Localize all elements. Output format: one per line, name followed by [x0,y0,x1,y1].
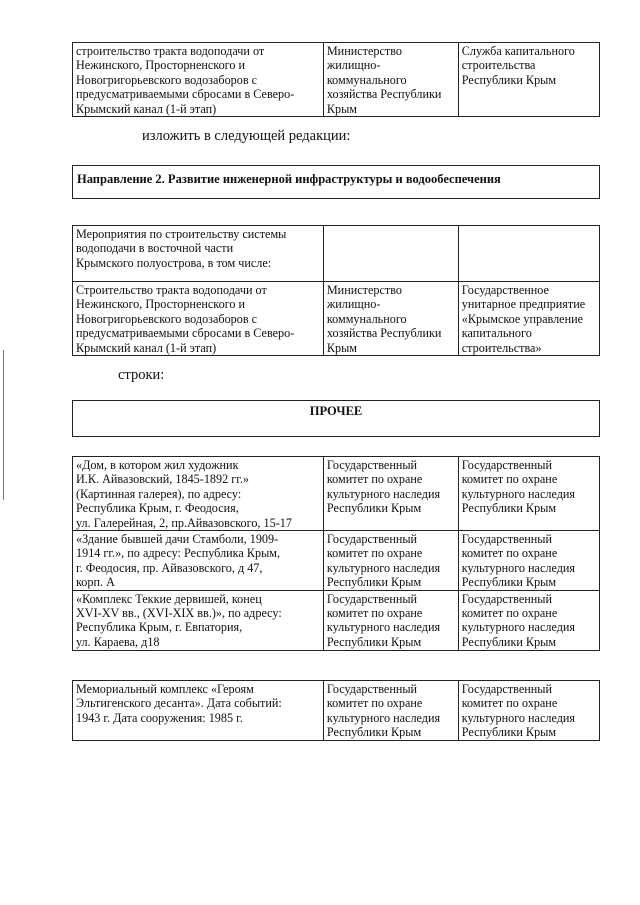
table-cell: Министерство жилищно- коммунального хозяйства Республики Крым [323,43,458,117]
table-cell [323,226,458,282]
table-row [73,531,600,591]
table-middle [72,225,600,356]
table-cell: Строительство тракта водоподачи от Нежинского, Просторненского и Новогригорьевского водозаборов с предусматриваемыми сбросами в Северо- Крымский канал (1-й этап) [73,282,324,356]
table-top [72,42,600,117]
table-cell: Государственное унитарное предприятие «Крымское управление капитального строительства» [458,282,599,356]
direction-heading-box [72,165,600,199]
table-cell: Мемориальный комплекс «Героям Эльтигенского десанта». Дата событий: 1943 г. Дата сооружения: 1985 г. [73,681,324,741]
table-cell: Министерство жилищно- коммунального хозяйства Республики Крым [323,282,458,356]
table-cell: Государственный комитет по охране культурного наследия Республики Крым [323,457,458,531]
phrase-rows: строки: [118,367,165,383]
phrase-edit: изложить в следующей редакции: [142,128,351,144]
table-cell: Мероприятия по строительству системы водоподачи в восточной части Крымского полуострова, в том числе: [73,226,324,282]
table-cell: Государственный комитет по охране культурного наследия Республики Крым [458,590,599,650]
table-row [73,282,600,356]
margin-mark [3,350,4,500]
table-cell: Государственный комитет по охране культурного наследия Республики Крым [458,457,599,531]
table-row [73,457,600,531]
table-cell: Государственный комитет по охране культурного наследия Республики Крым [323,681,458,741]
table-cell: Государственный комитет по охране культурного наследия Республики Крым [323,590,458,650]
table-cell: «Комплекс Теккие дервишей, конец XVI-XV вв., (XVI-XIX вв.)», по адресу: Республика Крым, г. Евпатория, ул. Караева, д18 [73,590,324,650]
other-heading: ПРОЧЕЕ [309,404,363,418]
table-heritage [72,456,600,651]
table-cell: строительство тракта водоподачи от Нежинского, Просторненского и Новогригорьевского водозаборов с предусматриваемыми сбросами в Северо- Крымский канал (1-й этап) [73,43,324,117]
table-cell: «Здание бывшей дачи Стамболи, 1909- 1914 гг.», по адресу: Республика Крым, г. Феодосия, пр. Айвазовского, д 47, корп. А [73,531,324,591]
table-cell: Служба капитального строительства Республики Крым [458,43,599,117]
table-cell: Государственный комитет по охране культурного наследия Республики Крым [323,531,458,591]
table-cell: «Дом, в котором жил художник И.К. Айвазовский, 1845-1892 гг.» (Картинная галерея), по адресу: Республика Крым, г. Феодосия, ул. Галерейная, 2, пр.Айвазовского, 15-17 [73,457,324,531]
table-row [73,43,600,117]
table-memorial [72,680,600,741]
table-cell: Государственный комитет по охране культурного наследия Республики Крым [458,531,599,591]
other-heading-box [72,400,600,437]
table-cell [458,226,599,282]
table-cell: Государственный комитет по охране культурного наследия Республики Крым [458,681,599,741]
table-row [73,681,600,741]
table-row [73,590,600,650]
direction-heading: Направление 2. Развитие инженерной инфраструктуры и водообеспечения [77,172,501,186]
table-row [73,226,600,282]
